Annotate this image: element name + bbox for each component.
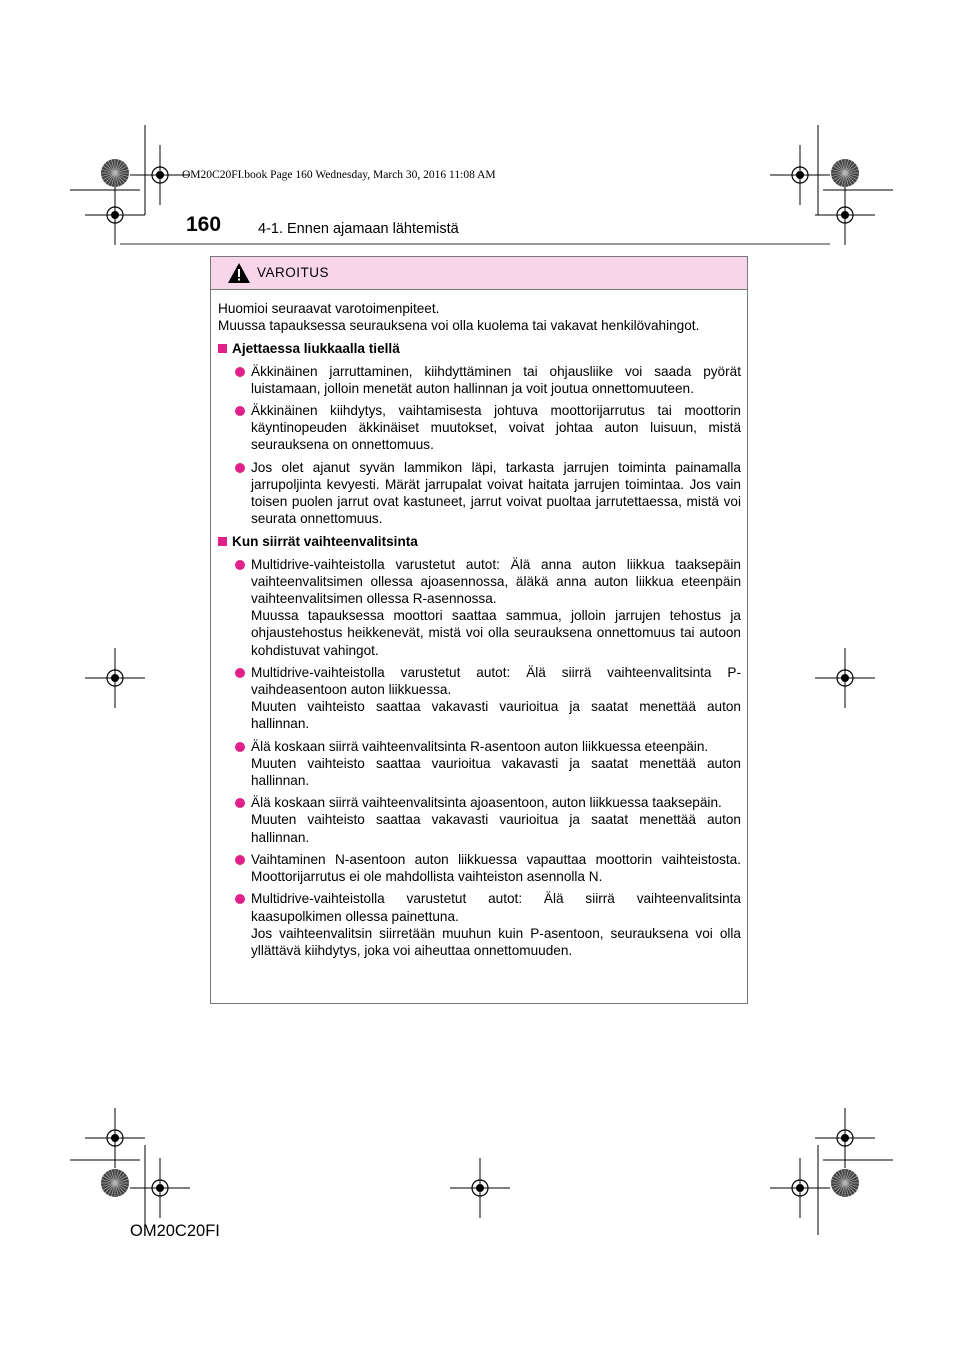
- list-item-text: Muuten vaihteisto saattaa vakavasti vaurioitua ja saatat menettää auton hallinnan.: [251, 699, 741, 732]
- list-item-text: Vaihtaminen N-asentoon auton liikkuessa vapauttaa moottorin vaihteistosta. Moottorijarrutus ei ole mahdollista vaihteiston asennolla N.: [251, 851, 741, 885]
- round-bullet-icon: [235, 798, 245, 808]
- round-bullet-icon: [235, 894, 245, 904]
- list-item-text: Muuten vaihteisto saattaa vakavasti vaurioitua ja saatat menettää auton hallinnan.: [251, 812, 741, 845]
- list-item-text: Jos vaihteenvalitsin siirretään muuhun kuin P-asentoon, seurauksena voi olla yllättävä kiihdytys, joka voi aiheuttaa onnettomuuden.: [251, 925, 741, 958]
- list-item-text: Muuten vaihteisto saattaa vaurioitua vakavasti ja saatat menettää auton hallinnan.: [251, 755, 741, 789]
- section-heading-text: Kun siirrät vaihteenvalitsinta: [232, 534, 418, 550]
- sunburst-target-icon: [831, 159, 859, 187]
- warning-box: [210, 256, 748, 1004]
- sunburst-target-icon: [101, 1169, 129, 1197]
- round-bullet-icon: [235, 367, 245, 377]
- warning-triangle-icon: [227, 262, 251, 284]
- crosshair-target-icon: [815, 1108, 875, 1168]
- list-item-text: Äkkinäinen jarruttaminen, kiihdyttäminen tai ohjausliike voi saada pyörät luistamaan, jolloin menetät auton hallinnan ja voit joutua onnettomuuteen.: [251, 363, 741, 396]
- round-bullet-icon: [235, 463, 245, 473]
- footer-code: OM20C20FI: [130, 1222, 220, 1240]
- list-item: [218, 556, 741, 659]
- list-item: [218, 794, 741, 846]
- list-item-text: Multidrive-vaihteistolla varustetut autot: Älä anna auton liikkua taaksepäin vaihteenvalitsimen ollessa ajoasennossa, äläkä anna auton liikkua eteenpäin vaihteenvalitsimen ollessa R-asennossa.: [251, 556, 741, 607]
- list-item: [218, 402, 741, 454]
- list-item-text: Äkkinäinen kiihdytys, vaihtamisesta johtuva moottorijarrutus tai moottorin käyntinopeuden äkkinäiset muutokset, voivat johtaa auton luisuun, mistä seurauksena on onnettomuus.: [251, 403, 741, 453]
- list-item-text: Multidrive-vaihteistolla varustetut autot: Älä siirrä vaihteenvalitsinta P-vaihdeasentoon auton liikkuessa.: [251, 664, 741, 698]
- list-item: [218, 459, 741, 528]
- crosshair-target-icon: [85, 648, 145, 708]
- list-item: [218, 738, 741, 790]
- list-item: [218, 851, 741, 885]
- crosshair-target-icon: [815, 648, 875, 708]
- list-item: [218, 363, 741, 397]
- list-item-text: Multidrive-vaihteistolla varustetut autot: Älä siirrä vaihteenvalitsinta kaasupolkimen ollessa painettuna.: [251, 891, 741, 924]
- section-heading: [218, 340, 741, 357]
- round-bullet-icon: [235, 742, 245, 752]
- list-item: [218, 664, 741, 733]
- crosshair-target-icon: [450, 1158, 510, 1218]
- list-item-text: Älä koskaan siirrä vaihteenvalitsinta R-asentoon auton liikkuessa eteenpäin.: [251, 738, 709, 754]
- intro-line: Huomioi seuraavat varotoimenpiteet.: [218, 301, 440, 316]
- round-bullet-icon: [235, 406, 245, 416]
- section-heading-text: Ajettaessa liukkaalla tiellä: [232, 341, 400, 357]
- sunburst-target-icon: [831, 1169, 859, 1197]
- crosshair-target-icon: [770, 145, 830, 205]
- section-title: 4-1. Ennen ajamaan lähtemistä: [258, 221, 459, 237]
- round-bullet-icon: [235, 668, 245, 678]
- section-heading: [218, 533, 741, 550]
- warning-title: VAROITUS: [257, 265, 330, 280]
- round-bullet-icon: [235, 560, 245, 570]
- intro-line: Muussa tapauksessa seurauksena voi olla kuolema tai vakavat henkilövahingot.: [218, 318, 700, 334]
- page-number: 160: [186, 213, 222, 236]
- crosshair-target-icon: [815, 185, 875, 245]
- list-item-text: Muussa tapauksessa moottori saattaa sammua, jolloin jarrujen tehostus ja ohjaustehostus heikkenevät, mistä voi olla seurauksena onnettomuus tai autoon kohdistuvat vahingot.: [251, 608, 741, 658]
- square-bullet-icon: [218, 537, 227, 546]
- crosshair-target-icon: [85, 185, 145, 245]
- list-item-text: Jos olet ajanut syvän lammikon läpi, tarkasta jarrujen toiminta painamalla jarrupoljinta kevyesti. Märät jarrupalat voivat haitata jarrujen toimintaa. Jos vain toisen puolen jarrut ovat kastuneet, jarrut voivat puoltaa jarrutettaessa, mistä voi seurata onnettomuus.: [251, 459, 741, 527]
- list-item-text: Älä koskaan siirrä vaihteenvalitsinta ajoasentoon, auton liikkuessa taaksepäin.: [251, 795, 722, 811]
- crosshair-target-icon: [130, 1158, 190, 1218]
- list-item: [218, 890, 741, 959]
- warning-sections: [218, 340, 741, 959]
- crosshair-target-icon: [85, 1108, 145, 1168]
- header-rule: [120, 243, 830, 245]
- crosshair-target-icon: [770, 1158, 830, 1218]
- round-bullet-icon: [235, 855, 245, 865]
- crosshair-target-icon: [130, 145, 190, 205]
- book-info-line: OM20C20FI.book Page 160 Wednesday, March 30, 2016 11:08 AM: [182, 169, 496, 181]
- warning-body: [211, 290, 747, 959]
- square-bullet-icon: [218, 344, 227, 353]
- sunburst-target-icon: [101, 159, 129, 187]
- warning-header: [211, 257, 747, 290]
